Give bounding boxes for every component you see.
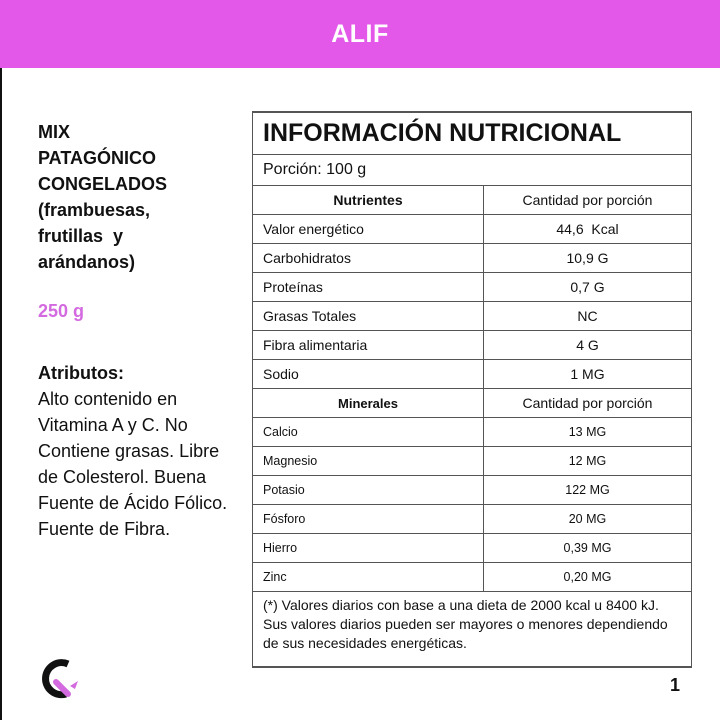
- minerals-amount-header: Cantidad por porción: [484, 389, 692, 418]
- page-number: 1: [670, 675, 681, 695]
- table-row: [253, 273, 692, 302]
- nutrient-value: 44,6 Kcal: [484, 215, 692, 244]
- left-border: [0, 68, 2, 720]
- nutrition-title: INFORMACIÓN NUTRICIONAL: [253, 112, 692, 155]
- mineral-value: 20 MG: [484, 505, 692, 534]
- nutrient-value: NC: [484, 302, 692, 331]
- product-name-line: frutillas y: [38, 226, 124, 246]
- mineral-value: 13 MG: [484, 418, 692, 447]
- product-info: [38, 119, 238, 322]
- nutrient-name: Valor energético: [253, 215, 484, 244]
- mineral-name: Magnesio: [253, 447, 484, 476]
- nutrient-name: Sodio: [253, 360, 484, 389]
- mineral-value: 12 MG: [484, 447, 692, 476]
- footnote: (*) Valores diarios con base a una dieta de 2000 kcal u 8400 kJ. Sus valores diarios pueden ser mayores o menores dependiendo de sus necesidades energéticas.: [253, 592, 692, 668]
- portion-size: Porción: 100 g: [253, 155, 692, 186]
- nutrient-name: Fibra alimentaria: [253, 331, 484, 360]
- product-name-line: arándanos): [38, 252, 136, 272]
- nutrition-table: [252, 111, 692, 668]
- table-row: [253, 418, 692, 447]
- nutrient-name: Proteínas: [253, 273, 484, 302]
- mineral-name: Fósforo: [253, 505, 484, 534]
- nutrient-name: Carbohidratos: [253, 244, 484, 273]
- brand-logo-icon: [38, 656, 82, 700]
- table-row: [253, 505, 692, 534]
- attributes-section: [38, 360, 238, 542]
- attributes-text: Alto contenido en Vitamina A y C. No Contiene grasas. Libre de Colesterol. Buena Fuente de Ácido Fólico. Fuente de Fibra.: [38, 389, 228, 539]
- nutrient-name: Grasas Totales: [253, 302, 484, 331]
- table-row: [253, 302, 692, 331]
- table-row: [253, 360, 692, 389]
- product-name-line: MIX: [38, 122, 71, 142]
- table-row: [253, 476, 692, 505]
- attributes-title: Atributos:: [38, 363, 124, 383]
- table-row: [253, 215, 692, 244]
- minerals-header: Minerales: [253, 389, 484, 418]
- product-name-line: (frambuesas,: [38, 200, 151, 220]
- mineral-value: 0,20 MG: [484, 563, 692, 592]
- mineral-name: Calcio: [253, 418, 484, 447]
- nutrient-value: 1 MG: [484, 360, 692, 389]
- table-row: [253, 563, 692, 592]
- product-name-line: CONGELADOS: [38, 174, 168, 194]
- nutrient-value: 4 G: [484, 331, 692, 360]
- mineral-value: 0,39 MG: [484, 534, 692, 563]
- table-row: [253, 534, 692, 563]
- nutrient-value: 0,7 G: [484, 273, 692, 302]
- product-name-line: PATAGÓNICO: [38, 148, 156, 168]
- product-weight: 250 g: [38, 301, 85, 321]
- nutrients-header: Nutrientes: [253, 186, 484, 215]
- table-row: [253, 244, 692, 273]
- table-row: [253, 447, 692, 476]
- table-row: [253, 331, 692, 360]
- brand-title: ALIF: [331, 19, 389, 48]
- product-name: [38, 119, 238, 275]
- mineral-name: Zinc: [253, 563, 484, 592]
- amount-header: Cantidad por porción: [484, 186, 692, 215]
- mineral-name: Potasio: [253, 476, 484, 505]
- mineral-name: Hierro: [253, 534, 484, 563]
- header-bar: [0, 0, 720, 68]
- mineral-value: 122 MG: [484, 476, 692, 505]
- nutrient-value: 10,9 G: [484, 244, 692, 273]
